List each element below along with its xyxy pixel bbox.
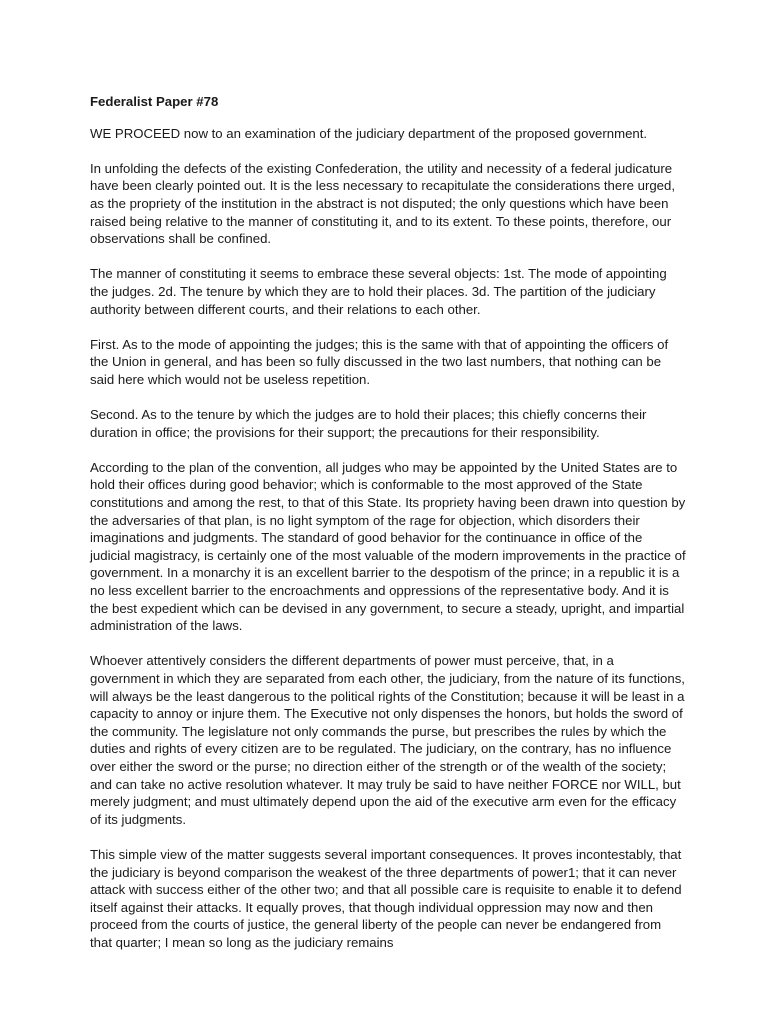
paragraph-3: The manner of constituting it seems to embrace these several objects: 1st. The mode of appointing the judges. 2d. The tenure by which they are to hold their places. 3d. The partition of the judiciary authority between different courts, and their relations to each other. <box>90 266 667 317</box>
paragraph-8: This simple view of the matter suggests several important consequences. It proves incontestably, that the judiciary is beyond comparison the weakest of the three departments of power1; that it can never attack with success either of the other two; and that all possible care is requisite to enable it to defend itself against their attacks. It equally proves, that though individual oppression may now and then proceed from the courts of justice, the general liberty of the people can never be endangered from that quarter; I mean so long as the judiciary remains <box>90 846 682 950</box>
paragraph-4: First. As to the mode of appointing the judges; this is the same with that of appointing the officers of the Union in general, and has been so fully discussed in the two last numbers, that nothing can be said here which would not be useless repetition. <box>90 336 669 387</box>
paragraph-5: Second. As to the tenure by which the judges are to hold their places; this chiefly concerns their duration in office; the provisions for their support; the precautions for their responsibility. <box>90 407 647 440</box>
paragraph-1: WE PROCEED now to an examination of the judiciary department of the proposed government. <box>90 125 648 141</box>
paragraph-7: Whoever attentively considers the different departments of power must perceive, that, in a government in which they are separated from each other, the judiciary, from the nature of its functions, will always be the least dangerous to the political rights of the Constitution; because it will be least in a capacity to annoy or injure them. The Executive not only dispenses the honors, but holds the sword of the community. The legislature not only commands the purse, but prescribes the rules by which the duties and rights of every citizen are to be regulated. The judiciary, on the contrary, has no influence over either the sword or the purse; no direction either of the strength or of the wealth of the society; and can take no active resolution whatever. It may truly be said to have neither FORCE nor WILL, but merely judgment; and must ultimately depend upon the aid of the executive arm even for the efficacy of its judgments. <box>90 653 685 827</box>
paragraph-2: In unfolding the defects of the existing Confederation, the utility and necessity of a federal judicature have been clearly pointed out. It is the less necessary to recapitulate the considerations there urged, as the propriety of the institution in the abstract is not disputed; the only questions which have been raised being relative to the manner of constituting it, and to its extent. To these points, therefore, our observations shall be confined. <box>90 160 675 247</box>
paragraph-6: According to the plan of the convention, all judges who may be appointed by the United States are to hold their offices during good behavior; which is conformable to the most approved of the State constitutions and among the rest, to that of this State. Its propriety having been drawn into question by the adversaries of that plan, is no light symptom of the rage for objection, which disorders their imaginations and judgments. The standard of good behavior for the continuance in office of the judicial magistracy, is certainly one of the most valuable of the modern improvements in the practice of government. In a monarchy it is an excellent barrier to the despotism of the prince; in a republic it is a no less excellent barrier to the encroachments and oppressions of the representative body. And it is the best expedient which can be devised in any government, to secure a steady, upright, and impartial administration of the laws. <box>90 459 686 634</box>
document-title: Federalist Paper #78 <box>90 94 219 109</box>
